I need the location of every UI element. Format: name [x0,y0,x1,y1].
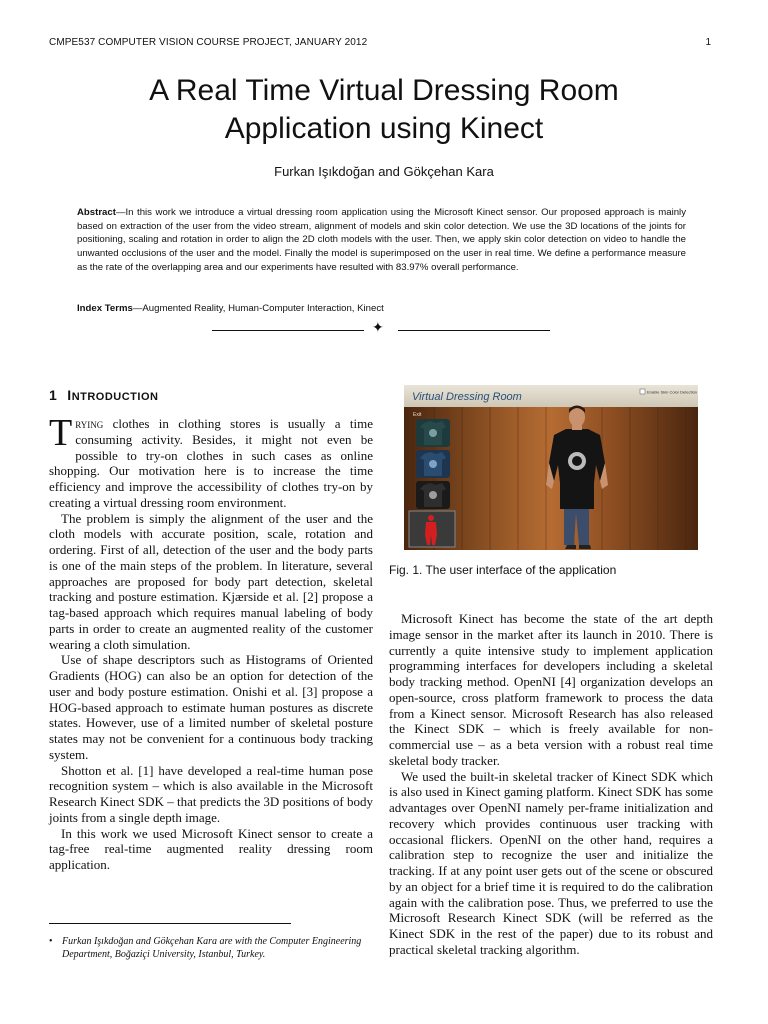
drop-cap: T [49,412,73,454]
paragraph: In this work we used Microsoft Kinect sensor to create a tag-free real-time augmented reality dressing room application. [49,825,373,872]
exit-label[interactable]: Exit [413,412,422,418]
paragraph: Microsoft Kinect has become the state of the art depth image sensor in the market after its launch in 2010. There is currently a quite intensive study to implement application programming interfaces for developers including a skeletal body tracking method. OpenNI [4] organization develops an open-source, cross platform framework to process the data from a Kinect sensor. Microsoft Research has also released the Kinect SDK – which is freely available for non-commercial use – as a beta version with a robust real time skeletal body tracker. [389,611,713,768]
section-heading-introduction [49,387,158,403]
left-column [49,412,373,873]
paragraph-text: clothes in clothing stores is usually a time consuming activity. Besides, it might not even be possible to try-on clothes in such cases as online shopping. Our motivation here is to increase the time efficiency and improve the accessibility of clothes try-on by creating a virtual dressing room environment. [49,416,373,510]
footnote-bullet: • [49,936,53,947]
app-title: Virtual Dressing Room [412,391,522,403]
section-title-rest: NTRODUCTION [71,391,159,403]
skin-detection-checkbox[interactable] [640,389,645,394]
separator-line-left [212,330,364,331]
running-header: CMPE537 COMPUTER VISION COURSE PROJECT, JANUARY 2012 [49,37,368,48]
shirt-thumbnail-3[interactable] [416,481,450,509]
shirt-thumbnail-1[interactable] [416,419,450,447]
figure-caption: Fig. 1. The user interface of the application [389,563,617,577]
footnote-rule [49,923,291,924]
title-line-1: A Real Time Virtual Dressing Room [149,74,619,107]
abstract-label: Abstract [77,207,116,218]
index-terms [77,303,686,314]
index-terms-text: —Augmented Reality, Human-Computer Interaction, Kinect [132,303,384,314]
figure-1-screenshot [404,385,698,550]
title-line-2: Application using Kinect [224,112,544,145]
skin-detection-label: Enable Skin Color Detection [647,389,698,395]
user-depth-preview [409,511,455,547]
page-number: 1 [705,37,711,48]
abstract [77,206,686,275]
paragraph: The problem is simply the alignment of the user and the cloth models with accurate position, scale, rotation and ordering. First of all, detection of the user and the body parts is one of the main steps of the problem. In literature, several approaches are proposed for body part detection, skeletal tracking and posture estimation. Kjærside et al. [2] propose a tag-based approach which requires manual labeling of body parts in order to create an augmented reality of the customer wearing a cloth simulation. [49,510,373,652]
footnote-text: Furkan Işıkdoğan and Gökçehan Kara are with the Computer Engineering Department, Boğaziçi University, Istanbul, Turkey. [62,936,362,960]
figure-illustration [404,385,698,550]
paragraph: We used the built-in skeletal tracker of Kinect SDK which is also used in Kinect gaming platform. Kinect SDK has some advantages over OpenNI namely per-frame initialization and recovery which provides continuous user tracking with occasional flickers. OpenNI on the other hand, requires a calibration step to recognize the user and initialize the tracking. If at any point user gets out of the scene or obscured by an object for a brief time it is required to do the calibration again with the calibration pose. Thus, we preferred to use the Microsoft Research Kinect SDK (will be referred as the Kinect SDK in the rest of the paper) due to its robust and practical skeletal tracking algorithm. [389,768,713,957]
right-column [389,611,713,958]
separator-diamond-icon: ✦ [372,320,384,336]
section-number: 1 [49,387,58,403]
paragraph [49,412,373,511]
abstract-text: —In this work we introduce a virtual dressing room application using the Microsoft Kinect sensor. Our proposed approach is mainly based on extraction of the user from the video stream, alignment of models and skin color detection. We use the 3D locations of the joints for positioning, scaling and rotation in order to align the 2D cloth models with the user. Then, we apply skin color detection on video to handle the unwanted occlusions of the user and the model. Finally the model is superimposed on the user in real time. We define a performance measure as the rate of the overlapping area and our experiments have resulted with 83.97% overall performance. [77,207,686,273]
authors: Furkan Işıkdoğan and Gökçehan Kara [274,164,494,179]
footnote [49,935,376,961]
separator-line-right [398,330,550,331]
paragraph: Use of shape descriptors such as Histograms of Oriented Gradients (HOG) can also be an option for detection of the user and body posture estimation. Onishi et al. [3] propose a HOG-based approach to estimate human postures as discrete states. However, use of a limited number of skeletal posture states may not be convenient for a continuous body tracking system. [49,652,373,762]
paper-title [0,72,768,148]
index-terms-label: Index Terms [77,303,133,314]
shirt-thumbnail-2[interactable] [416,450,450,478]
opening-smallcaps: rying [75,416,104,431]
section-title-initial: I [67,387,72,403]
paragraph: Shotton et al. [1] have developed a real-time human pose recognition system – which is also available in the Microsoft Research Kinect SDK – that predicts the 3D positions of body joints from a single depth image. [49,762,373,825]
